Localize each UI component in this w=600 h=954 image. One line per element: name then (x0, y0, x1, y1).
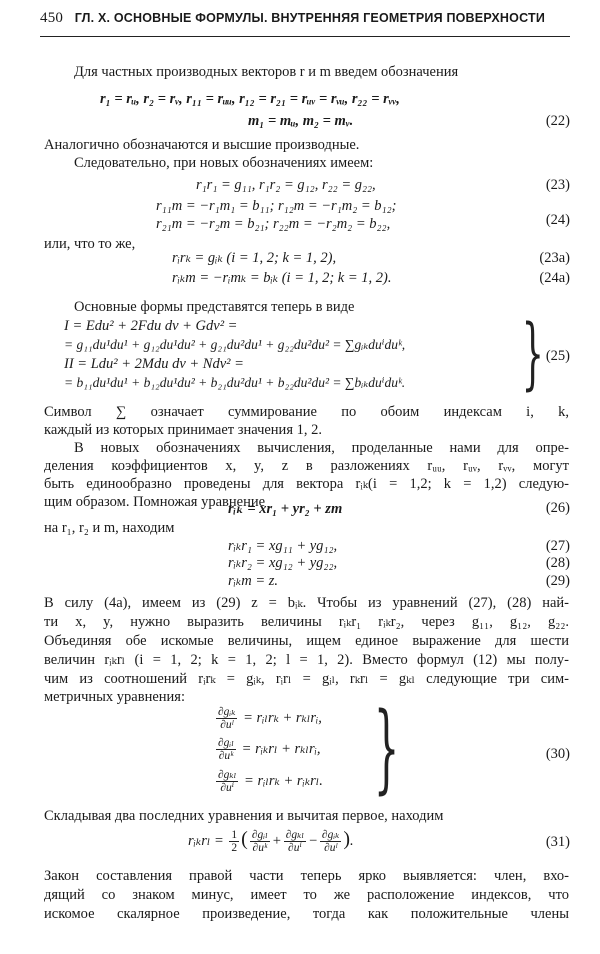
eq24a: rᵢₖm = −rᵢmₖ = bᵢₖ (i = 1, 2; k = 1, 2). (172, 270, 392, 286)
eq26-tag: (26) (545, 500, 570, 516)
eq28: rᵢₖr₂ = xg₁₂ + yg₂₂, (228, 555, 338, 571)
eq25-line1: I = Edu² + 2Fdu dv + Gdv² = (64, 318, 238, 334)
eq23: r₁r₁ = g₁₁, r₁r₂ = g₁₂, r₂₂ = g₂₂, (196, 177, 376, 193)
force-text-3: Объединяя обе искомые величины, ищем единое выражение для шести (44, 633, 569, 649)
eq22-line2: m₁ = mᵤ, m₂ = mᵥ. (248, 113, 354, 129)
forms-text: Основные формы представятся теперь в виде (74, 299, 355, 315)
eq30-row2: $\frac{\text{∂gᵢₗ}}{\text{∂uᵏ}}$ = rᵢₖrₗ + rₖₗrᵢ, (218, 737, 321, 763)
eq28-tag: (28) (545, 555, 570, 571)
or-same-text: или, что то же, (44, 236, 136, 252)
eq31: rᵢₖrₗ = $\frac{1}{2}$ ( $\frac{\text{∂gᵢₗ}}{\text{∂uᵏ}}$ + $\frac{\text{∂gₖₗ}}{\text{∂uⁱ}}$ − $\frac{\text{∂gᵢₖ}}{\text{∂uˡ}}$ ). (188, 828, 354, 855)
eq31-half: $\frac{1}{2}$ (231, 829, 238, 855)
eq30-row3: $\frac{\text{∂gₖₗ}}{\text{∂uⁱ}}$ = rᵢₗrₖ + rᵢₖrₗ. (218, 769, 323, 795)
new-text-1: В новых обозначениях вычисления, проделанные нами для опре- (74, 440, 569, 456)
law-text-2: дящий со знаком минус, имеет то же расположение индексов, что (44, 887, 569, 903)
eq25-brace: } (521, 309, 544, 399)
force-text-4: величин rᵢₖrₗ (i = 1, 2; k = 1, 2; l = 1, 2). Вместо формул (12) мы полу- (44, 652, 569, 668)
eq24-line1: r₁₁m = −r₁m₁ = b₁₁; r₁₂m = −r₁m₂ = b₁₂; (156, 198, 397, 214)
eq25-tag: (25) (545, 348, 570, 364)
new-text-4: щим образом. Помножая уравнение (44, 494, 266, 510)
force-text-2: ти x, y, нужно выразить величины rᵢₖr₁ rᵢₖr₂, через g₁₁, g₁₂, g₂₂. (44, 614, 569, 630)
eq26: rᵢₖ = xr₁ + yr₂ + zm (228, 501, 343, 517)
eq23-tag: (23) (545, 177, 570, 193)
add-text: Складывая два последних уравнения и вычитая первое, находим (44, 808, 444, 824)
eq24-tag: (24) (545, 212, 570, 228)
eq25-line3: II = Ldu² + 2Mdu dv + Ndv² = (64, 356, 244, 372)
eq31-tag: (31) (545, 834, 570, 850)
sum-text-2: каждый из которых принимает значения 1, 2. (44, 422, 322, 438)
eq30-frac3: $\frac{\text{∂gₖₗ}}{\text{∂uⁱ}}$ (218, 769, 237, 795)
force-text-6: метричных уравнения: (44, 689, 185, 705)
running-title: ГЛ. X. ОСНОВНЫЕ ФОРМУЛЫ. ВНУТРЕННЯЯ ГЕОМЕТРИЯ ПОВЕРХНОСТИ (74, 11, 545, 25)
eq24-line2: r₂₁m = −r₂m = b₂₁; r₂₂m = −r₂m₂ = b₂₂, (156, 216, 391, 232)
intro-text: Для частных производных векторов r и m введем обозначения (74, 64, 459, 80)
law-text-3: искомое скалярное произведение, тогда как положительные члены (44, 906, 569, 922)
eq30-frac2: $\frac{\text{∂gᵢₗ}}{\text{∂uᵏ}}$ (218, 737, 235, 763)
page-number: 450 (40, 10, 64, 26)
eq29: rᵢₖm = z. (228, 573, 278, 589)
eq22-line1: r₁ = rᵤ, r₂ = rᵥ, r₁₁ = rᵤᵤ, r₁₂ = r₂₁ = rᵤᵥ = rᵥᵤ, r₂₂ = rᵥᵥ, (100, 91, 400, 107)
eq23a: rᵢrₖ = gᵢₖ (i = 1, 2; k = 1, 2), (172, 250, 337, 266)
eq31-frac-b: $\frac{\text{∂gₖₗ}}{\text{∂uⁱ}}$ (285, 829, 305, 855)
force-text-1: В силу (4а), имеем из (29) z = bᵢₖ. Чтобы из уравнений (27), (28) най- (44, 595, 569, 611)
similar-text: Аналогично обозначаются и высшие производные. (44, 137, 360, 153)
eq27: rᵢₖr₁ = xg₁₁ + yg₁₂, (228, 538, 338, 554)
sum-text-1: Символ ∑ означает суммирование по обоим индексам i, k, (44, 404, 569, 420)
law-text-1: Закон составления правой части теперь ярко выявляется: член, вхо- (44, 868, 569, 884)
eq27-tag: (27) (545, 538, 570, 554)
eq31-frac-c: $\frac{\text{∂gᵢₖ}}{\text{∂uˡ}}$ (321, 829, 340, 855)
new-text-3: быть единообразно проведены для вектора rᵢₖ(i = 1,2; k = 1,2) следую- (44, 476, 569, 492)
eq30-brace: } (373, 692, 400, 804)
eq30-tag: (30) (545, 746, 570, 762)
on-vectors-text: на r₁, r₂ и m, находим (44, 520, 175, 536)
new-text-2: деления коэффициентов x, y, z в разложениях rᵤᵤ, rᵤᵥ, rᵥᵥ, могут (44, 458, 569, 474)
eq30-row1: $\frac{\text{∂gᵢₖ}}{\text{∂uˡ}}$ = rᵢₗrₖ + rₖₗrᵢ, (218, 706, 322, 732)
eq25-line4: = b₁₁du¹du¹ + b₁₂du¹du² + b₂₁du²du¹ + b₂₂du²du² = ∑bᵢₖduⁱduᵏ. (64, 375, 406, 390)
eq31-frac-a: $\frac{\text{∂gᵢₗ}}{\text{∂uᵏ}}$ (251, 829, 268, 855)
hence-text: Следовательно, при новых обозначениях имеем: (74, 155, 374, 171)
eq23a-tag: (23a) (539, 250, 570, 266)
force-text-5: чим из соотношений rᵢrₖ = gᵢₖ, rᵢrₗ = gᵢₗ, rₖrₗ = gₖₗ следующие три сим- (44, 671, 569, 687)
eq30-frac1: $\frac{\text{∂gᵢₖ}}{\text{∂uˡ}}$ (218, 706, 236, 732)
eq22-tag: (22) (545, 113, 570, 129)
running-header (40, 10, 570, 37)
eq25-line2: = g₁₁du¹du¹ + g₁₂du¹du² + g₂₁du²du¹ + g₂₂du²du² = ∑gᵢₖduⁱduᵏ, (64, 337, 406, 352)
eq24a-tag: (24a) (539, 270, 570, 286)
eq29-tag: (29) (545, 573, 570, 589)
